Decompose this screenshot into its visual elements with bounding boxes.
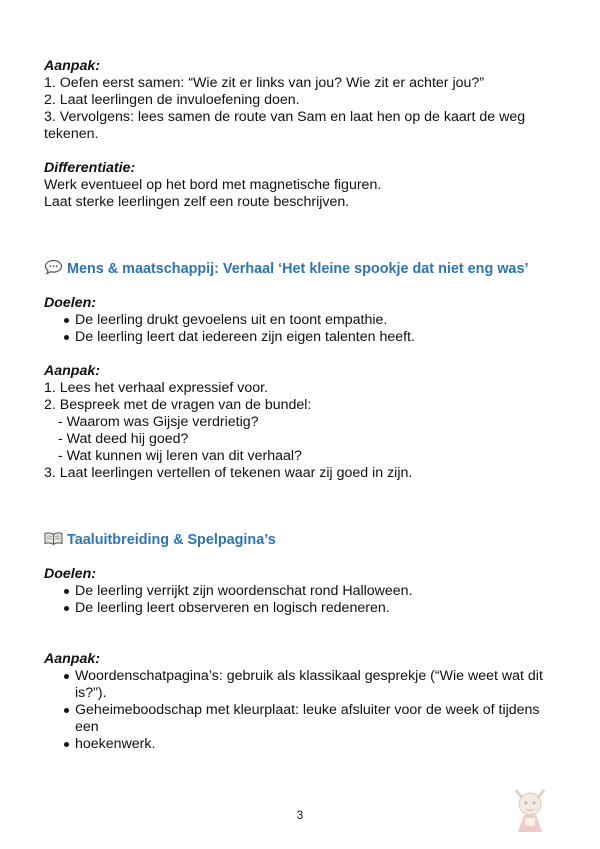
list-item: Geheimeboodschap met kleurplaat: leuke afsluiter voor de week of tijdens een — [44, 702, 560, 736]
aanpak-question: - Waarom was Gijsje verdrietig? — [58, 414, 259, 430]
doelen-list — [44, 583, 560, 617]
list-item: De leerling leert dat iedereen zijn eigen talenten heeft. — [44, 329, 560, 346]
aanpak-step: 2. Bespreek met de vragen van de bundel: — [44, 397, 312, 413]
aanpak-question: - Wat kunnen wij leren van dit verhaal? — [58, 448, 302, 464]
aanpak-question: - Wat deed hij goed? — [58, 431, 189, 447]
page-number: 3 — [296, 810, 304, 822]
aanpak-label: Aanpak: — [44, 651, 100, 667]
open-book-icon — [44, 530, 63, 546]
aanpak-label: Aanpak: — [44, 363, 100, 379]
differentiatie-line-1: Werk eventueel op het bord met magnetische figuren. — [44, 177, 382, 193]
aanpak-step-3-cont: tekenen. — [44, 126, 99, 142]
differentiatie-label: Differentiatie: — [44, 160, 136, 176]
doelen-label: Doelen: — [44, 295, 97, 311]
doelen-label: Doelen: — [44, 566, 97, 582]
aanpak-step-2: 2. Laat leerlingen de invuloefening doen. — [44, 92, 300, 108]
differentiatie-line-2: Laat sterke leerlingen zelf een route beschrijven. — [44, 194, 350, 210]
mascot-watermark-icon — [508, 784, 552, 834]
aanpak-step-3: 3. Vervolgens: lees samen de route van Sam en laat hen op de kaart de weg — [44, 109, 526, 125]
section-title: Mens & maatschappij: Verhaal ‘Het kleine spookje dat niet eng was’ — [67, 261, 529, 277]
list-item: hoekenwerk. — [44, 736, 560, 753]
page-content — [44, 58, 560, 753]
doelen-list — [44, 312, 560, 346]
section-heading-taaluitbreiding — [44, 532, 560, 549]
aanpak-label: Aanpak: — [44, 58, 100, 74]
speech-bubble-icon — [44, 259, 63, 275]
list-item: De leerling leert observeren en logisch redeneren. — [44, 600, 560, 617]
aanpak-step: 1. Lees het verhaal expressief voor. — [44, 380, 268, 396]
aanpak-list — [44, 668, 560, 753]
list-item: Woordenschatpagina’s: gebruik als klassikaal gesprekje (“Wie weet wat dit is?”). — [44, 668, 560, 702]
aanpak-step-1: 1. Oefen eerst samen: “Wie zit er links van jou? Wie zit er achter jou?” — [44, 75, 484, 91]
aanpak-step: 3. Laat leerlingen vertellen of tekenen waar zij goed in zijn. — [44, 465, 413, 481]
section-title: Taaluitbreiding & Spelpagina’s — [67, 532, 276, 548]
list-item: De leerling drukt gevoelens uit en toont empathie. — [44, 312, 560, 329]
list-item: De leerling verrijkt zijn woordenschat rond Halloween. — [44, 583, 560, 600]
section-heading-mens-maatschappij — [44, 261, 560, 278]
